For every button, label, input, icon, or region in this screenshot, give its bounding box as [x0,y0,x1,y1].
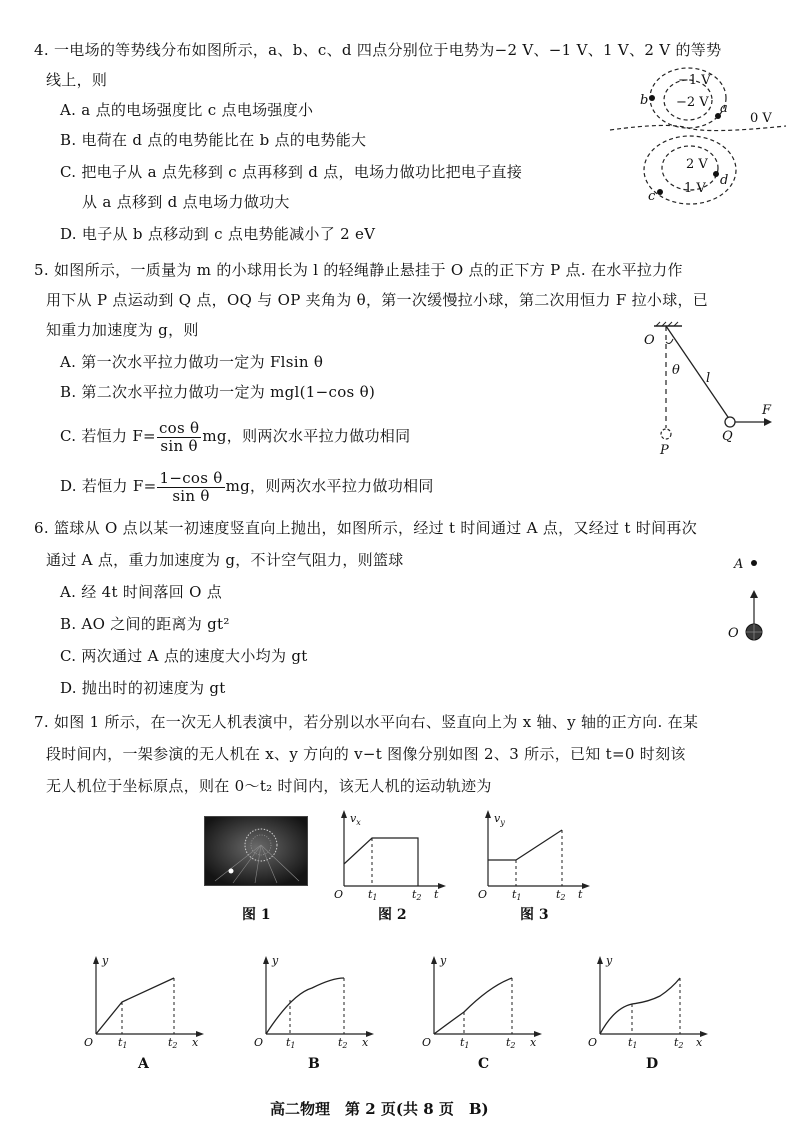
svg-text:x: x [192,1036,199,1049]
svg-text:t2: t2 [506,1036,516,1050]
svg-text:t1: t1 [512,888,522,902]
q7-option-b-label: B [308,1056,320,1072]
q7-stem-line2: 段时间内，一架参演的无人机在 x、y 方向的 v−t 图像分别如图 2、3 所示，已知 t=0 时刻该 [46,745,686,763]
svg-text:l: l [706,371,711,386]
svg-text:t: t [434,888,439,901]
svg-text:O: O [422,1036,432,1049]
q4-option-d: D. 电子从 b 点移动到 c 点电势能减小了 2 eV [60,225,376,243]
q6-stem-line1: 6. 篮球从 O 点以某一初速度竖直向上抛出，如图所示，经过 t 时间通过 A 点，又经过 t 时间再次 [34,519,698,537]
ball-q [725,417,735,427]
svg-text:t1: t1 [118,1036,128,1050]
svg-text:t1: t1 [368,888,378,902]
label-d: d [720,173,729,188]
q4-option-c-line2: 从 a 点移到 d 点电场力做功大 [82,193,290,211]
q5-option-d: D. 若恒力 F= $\frac{\text{1−cos θ}}{\text{sin θ}}$ mg，则两次水平拉力做功相同 [60,468,434,505]
trajectory-a [96,978,174,1034]
svg-text:y: y [606,954,613,967]
q7-option-a-label: A [138,1056,149,1072]
q4-option-a: A. a 点的电场强度比 c 点电场强度小 [60,101,314,119]
label-minus2V: −2 V [676,95,709,110]
vy-line [488,830,562,860]
q7-option-b-graph [252,950,382,1050]
svg-text:O: O [644,333,655,348]
q7-option-d-graph [586,950,716,1050]
q5-stem-line1: 5. 如图所示，一质量为 m 的小球用长为 l 的轻绳静止悬挂于 O 点的正下方 P 点. 在水平拉力作 [34,261,683,279]
q4-option-c-line1: C. 把电子从 a 点先移到 c 点再移到 d 点，电场力做功比把电子直接 [60,163,523,181]
svg-text:y: y [440,954,447,967]
svg-text:P: P [660,443,669,458]
svg-text:t: t [578,888,583,901]
label-b: b [640,93,649,108]
svg-text:O: O [478,888,488,901]
label-a: a [720,101,728,116]
label-c: c [648,189,656,204]
svg-text:x: x [362,1036,369,1049]
q5-option-c: C. 若恒力 F= $\frac{\text{cos θ}}{\text{sin θ}}$ mg，则两次水平拉力做功相同 [60,418,411,455]
svg-text:t2: t2 [168,1036,178,1050]
q7-fig2-vx-graph [334,808,454,900]
q4-equipotential-figure [608,62,788,212]
point-A [751,560,757,566]
ball-p [661,429,671,439]
q7-option-a-graph [82,950,212,1050]
label-2V: 2 V [686,157,708,172]
q7-fig2-caption: 图 2 [378,907,407,923]
q6-option-c: C. 两次通过 A 点的速度大小均为 gt [60,647,308,665]
label-minus1V: −1 V [678,73,711,88]
svg-text:t1: t1 [286,1036,296,1050]
svg-text:O: O [728,626,739,641]
q7-drone-show-photo [204,816,308,886]
q6-stem-line2: 通过 A 点，重力加速度为 g，不计空气阻力，则篮球 [46,551,404,569]
q7-stem-line3: 无人机位于坐标原点，则在 0～t₂ 时间内，该无人机的运动轨迹为 [46,777,492,795]
page-footer: 高二物理 第 2 页(共 8 页 B) [270,1100,489,1118]
q4-stem-line2: 线上，则 [46,71,108,89]
point-d [713,171,719,177]
q5-pendulum-figure [640,320,780,460]
svg-text:t2: t2 [674,1036,684,1050]
svg-text:t1: t1 [460,1036,470,1050]
trajectory-c [434,978,512,1034]
point-c [657,189,663,195]
svg-text:θ: θ [672,363,680,378]
q7-option-d-label: D [646,1056,659,1072]
svg-text:F: F [762,403,772,418]
q4-option-b: B. 电荷在 d 点的电势能比在 b 点的电势能大 [60,131,367,149]
svg-text:O: O [588,1036,598,1049]
label-zeroV: 0 V [750,111,772,126]
svg-text:Q: Q [722,429,733,444]
svg-text:A: A [734,557,744,572]
q6-option-a: A. 经 4t 时间落回 O 点 [60,583,223,601]
svg-text:vx: $v_x$ [350,812,361,827]
svg-text:x: x [696,1036,703,1049]
q5-stem-line2: 用下从 P 点运动到 Q 点，OQ 与 OP 夹角为 θ，第一次缓慢拉小球，第二次用恒力 F 拉小球，已 [46,291,709,309]
q5-option-b: B. 第二次水平拉力做功一定为 mgl(1−cos θ) [60,383,376,401]
q4-stem-line1: 4. 一电场的等势线分布如图所示，a、b、c、d 四点分别位于电势为−2 V、−1 V、1 V、2 V 的等势 [34,41,722,59]
svg-text:y: y [272,954,279,967]
svg-text:y: y [102,954,109,967]
q7-fig1-caption: 图 1 [242,907,271,923]
q7-option-c-label: C [478,1056,490,1072]
trajectory-d [600,978,680,1034]
svg-text:t2: t2 [556,888,566,902]
svg-text:O: O [334,888,344,901]
q7-stem-line1: 7. 如图 1 所示，在一次无人机表演中，若分别以水平向右、竖直向上为 x 轴、y 轴的正方向. 在某 [34,713,699,731]
q6-basketball-figure [720,550,780,650]
trajectory-b [266,978,344,1034]
q5-stem-line3: 知重力加速度为 g，则 [46,321,199,339]
svg-text:O: O [254,1036,264,1049]
label-1V: 1 V [684,181,706,196]
q7-fig3-caption: 图 3 [520,907,549,923]
point-b [649,95,655,101]
svg-text:vy: $v_y$ [494,812,505,827]
svg-text:t2: t2 [338,1036,348,1050]
q6-option-d: D. 抛出时的初速度为 gt [60,679,226,697]
svg-text:x: x [530,1036,537,1049]
svg-text:O: O [84,1036,94,1049]
q6-option-b: B. AO 之间的距离为 gt² [60,615,230,633]
vx-line [344,838,418,886]
q5-option-a: A. 第一次水平拉力做功一定为 Flsin θ [60,353,324,371]
q7-option-c-graph [420,950,550,1050]
q7-fig3-vy-graph [478,808,598,900]
equipotential-zero [610,125,786,130]
svg-text:t1: t1 [628,1036,638,1050]
svg-text:t2: t2 [412,888,422,902]
